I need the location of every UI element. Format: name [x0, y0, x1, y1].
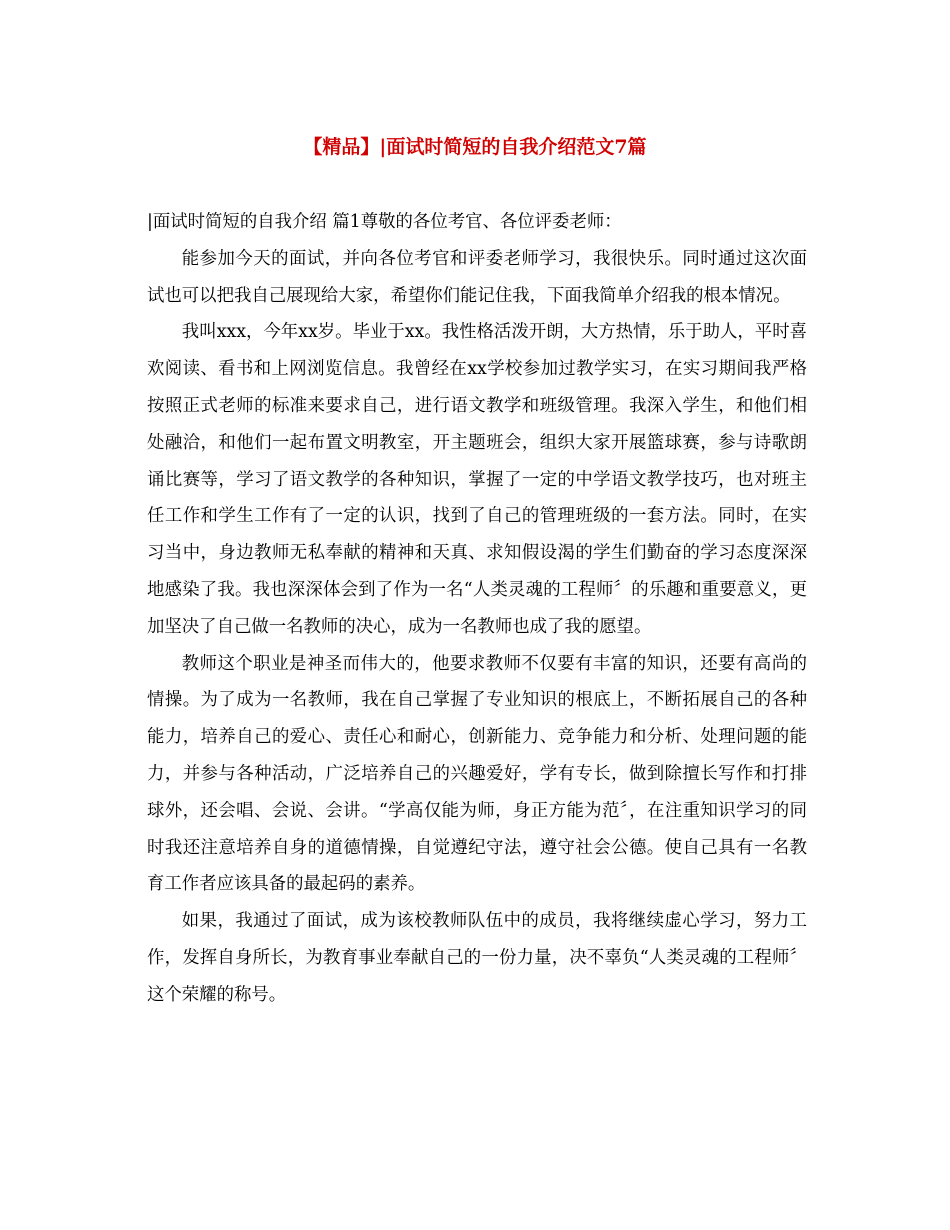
paragraph-2: 我叫xxx，今年xx岁。毕业于xx。我性格活泼开朗，大方热情，乐于助人，平时喜欢阅读、看书和上网浏览信息。我曾经在xx学校参加过教学实习，在实习期间我严格按照正式老师的标准来要求自己，进行语文教学和班级管理。我深入学生，和他们相处融洽，和他们一起布置文明教室，开主题班会，组织大家开展篮球赛，参与诗歌朗诵比赛等，学习了语文教学的各种知识，掌握了一定的中学语文教学技巧，也对班主任工作和学生工作有了一定的认识，找到了自己的管理班级的一套方法。同时，在实习当中，身边教师无私奉献的精神和天真、求知假设渴的学生们勤奋的学习态度深深地感染了我。我也深深体会到了作为一名“人类灵魂的工程师〞的乐趣和重要意义，更加坚决了自己做一名教师的决心，成为一名教师也成了我的愿望。	[147, 322, 807, 637]
paragraph-3: 教师这个职业是神圣而伟大的，他要求教师不仅要有丰富的知识，还要有高尚的情操。为了成为一名教师，我在自己掌握了专业知识的根底上，不断拓展自己的各种能力，培养自己的爱心、责任心和耐心，创新能力、竞争能力和分析、处理问题的能力，并参与各种活动，广泛培养自己的兴趣爱好，学有专长，做到除擅长写作和打排球外，还会唱、会说、会讲。“学高仅能为师，身正方能为范〞，在注重知识学习的同时我还注意培养自身的道德情操，自觉遵纪守法，遵守社会公德。使自己具有一名教育工作者应该具备的最起码的素养。	[147, 653, 807, 895]
paragraph-1: 能参加今天的面试，并向各位考官和评委老师学习，我很快乐。同时通过这次面试也可以把我自己展现给大家，希望你们能记住我，下面我简单介绍我的根本情况。	[147, 248, 807, 306]
document-body	[147, 204, 807, 1014]
intro-line: |面试时简短的自我介绍 篇1尊敬的各位考官、各位评委老师：	[147, 212, 622, 232]
paragraph-4: 如果，我通过了面试，成为该校教师队伍中的成员，我将继续虚心学习，努力工作，发挥自身所长，为教育事业奉献自己的一份力量，决不辜负“人类灵魂的工程师〞这个荣耀的称号。	[147, 911, 807, 1005]
document-title: 【精品】|面试时简短的自我介绍范文7篇	[303, 136, 647, 158]
